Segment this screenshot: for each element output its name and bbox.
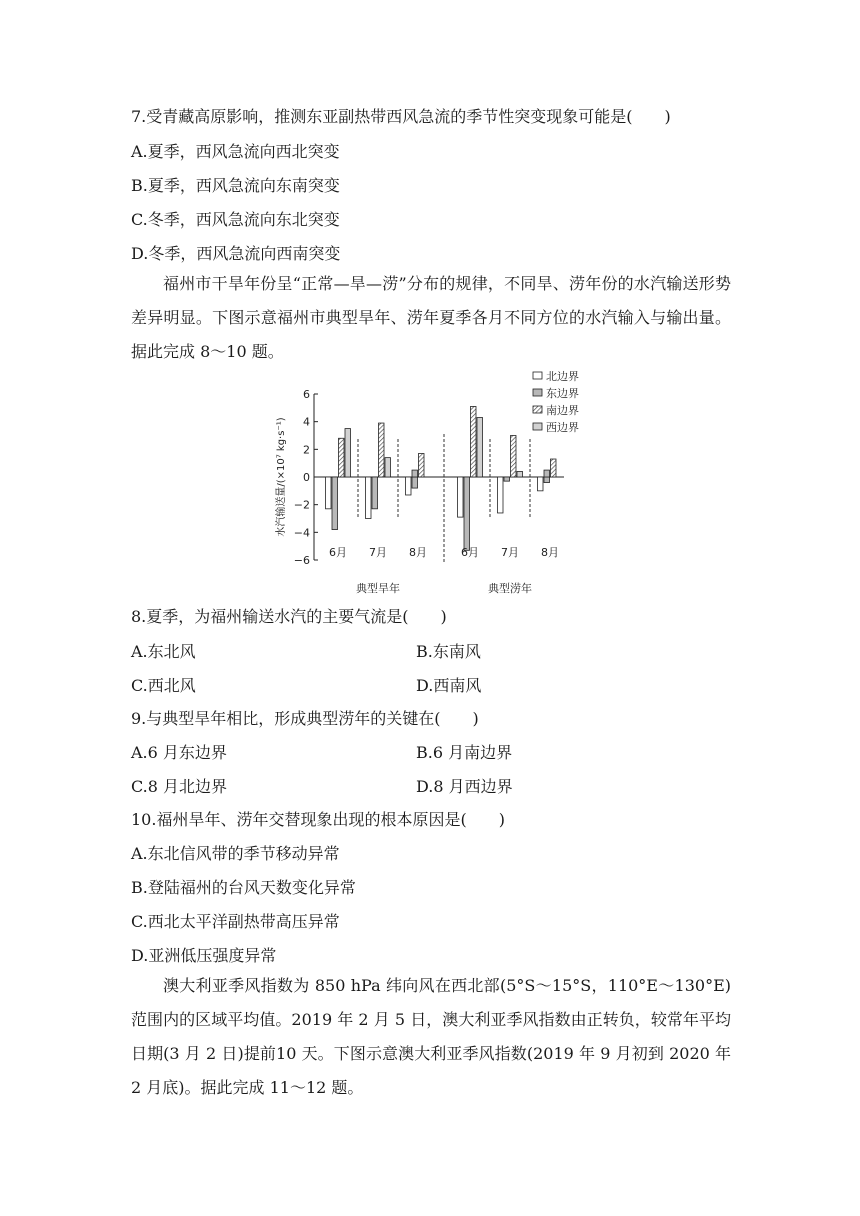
bar-北边界-3 [458, 477, 464, 517]
legend-label: 北边界 [546, 370, 579, 383]
legend-swatch [533, 423, 542, 430]
y-tick-label: 6 [303, 388, 310, 401]
bar-南边界-0 [339, 438, 345, 477]
intro-paragraph-11-12: 澳大利亚季风指数为 850 hPa 纬向风在西北部(5°S～15°S，110°E～130°E)范围内的区域平均值。2019 年 2 月 5 日，澳大利亚季风指数由正转负，较常年平均日期(3 月 2 日)提前10 天。下图示意澳大利亚季风指数(2019 年 9 月初到 2020 年 2 月底)。据此完成 11～12 题。 [131, 976, 731, 1097]
y-tick-label: 4 [303, 415, 310, 429]
question-8-option-b: B.东南风 [416, 642, 481, 661]
bar-西边界-0 [345, 429, 351, 477]
bar-东边界-0 [332, 477, 338, 530]
intro-paragraph-8-10: 福州市干旱年份呈“正常—旱—涝”分布的规律，不同旱、涝年份的水汽输送形势差异明显。下图示意福州市典型旱年、涝年夏季各月不同方位的水汽输入与输出量。据此完成 8～10 题。 [131, 274, 731, 361]
question-7-option-d: D.冬季，西风急流向西南突变 [131, 244, 341, 263]
bar-东边界-extra-5 [544, 470, 550, 477]
bar-北边界-2 [406, 477, 412, 495]
bar-东边界-5 [544, 477, 550, 483]
question-8-option-c: C.西北风 [131, 676, 196, 695]
bar-西边界-3 [477, 418, 483, 477]
bar-南边界-2 [419, 453, 425, 477]
bar-北边界-5 [538, 477, 544, 491]
water-vapor-chart [268, 366, 598, 598]
question-7-option-b: B.夏季，西风急流向东南突变 [131, 176, 340, 195]
y-tick-label: 2 [303, 443, 310, 457]
question-8-stem: 8.夏季，为福州输送水汽的主要气流是( ) [131, 607, 447, 626]
bar-西边界-1 [385, 458, 391, 477]
question-9-option-b: B.6 月南边界 [416, 743, 513, 762]
question-7-option-c: C.冬季，西风急流向东北突变 [131, 210, 340, 229]
group-label: 典型涝年 [488, 582, 532, 595]
y-axis-label: 水汽输送量/(×10⁷ kg·s⁻¹) [276, 417, 287, 537]
bar-北边界-0 [326, 477, 332, 509]
category-label: 6月 [461, 546, 479, 559]
question-10-stem: 10.福州旱年、涝年交替现象出现的根本原因是( ) [131, 810, 505, 829]
category-label: 8月 [541, 546, 559, 559]
category-label: 7月 [501, 546, 519, 559]
category-label: 6月 [329, 546, 347, 559]
question-7-stem: 7.受青藏高原影响，推测东亚副热带西风急流的季节性突变现象可能是( ) [131, 107, 671, 126]
question-10-option-a: A.东北信风带的季节移动异常 [131, 844, 340, 863]
bar-南边界-3 [471, 406, 477, 477]
question-9-stem: 9.与典型旱年相比，形成典型涝年的关键在( ) [131, 709, 479, 728]
legend-label: 南边界 [546, 404, 579, 417]
question-7-option-a: A.夏季，西风急流向西北突变 [131, 142, 340, 161]
category-label: 8月 [409, 546, 427, 559]
bar-南边界-1 [379, 423, 385, 477]
legend-swatch [533, 406, 542, 413]
question-10-option-d: D.亚洲低压强度异常 [131, 946, 277, 965]
question-9-option-d: D.8 月西边界 [416, 777, 513, 796]
bar-东边界-2 [412, 477, 418, 488]
question-10-option-c: C.西北太平洋副热带高压异常 [131, 912, 340, 931]
legend-swatch [533, 389, 542, 396]
legend-swatch [533, 372, 542, 379]
bar-东边界-extra-2 [412, 470, 418, 477]
bar-西边界-4 [517, 471, 523, 477]
question-8-option-a: A.东北风 [131, 642, 196, 661]
legend-label: 东边界 [546, 387, 579, 400]
bar-南边界-4 [511, 436, 517, 478]
y-tick-label: −4 [293, 526, 310, 540]
bar-东边界-3 [464, 477, 470, 550]
question-8-option-d: D.西南风 [416, 676, 482, 695]
y-tick-label: −6 [293, 554, 310, 567]
bar-北边界-1 [366, 477, 372, 519]
legend-label: 西边界 [546, 421, 579, 434]
category-label: 7月 [369, 546, 387, 559]
bar-东边界-1 [372, 477, 378, 509]
question-10-option-b: B.登陆福州的台风天数变化异常 [131, 878, 356, 897]
bar-南边界-5 [551, 459, 557, 477]
question-9-option-c: C.8 月北边界 [131, 777, 228, 796]
y-tick-label: −2 [293, 498, 310, 512]
bar-北边界-4 [498, 477, 504, 513]
question-9-option-a: A.6 月东边界 [131, 743, 227, 762]
group-label: 典型旱年 [356, 582, 400, 595]
bar-东边界-4 [504, 477, 510, 481]
y-tick-label: 0 [303, 471, 310, 484]
